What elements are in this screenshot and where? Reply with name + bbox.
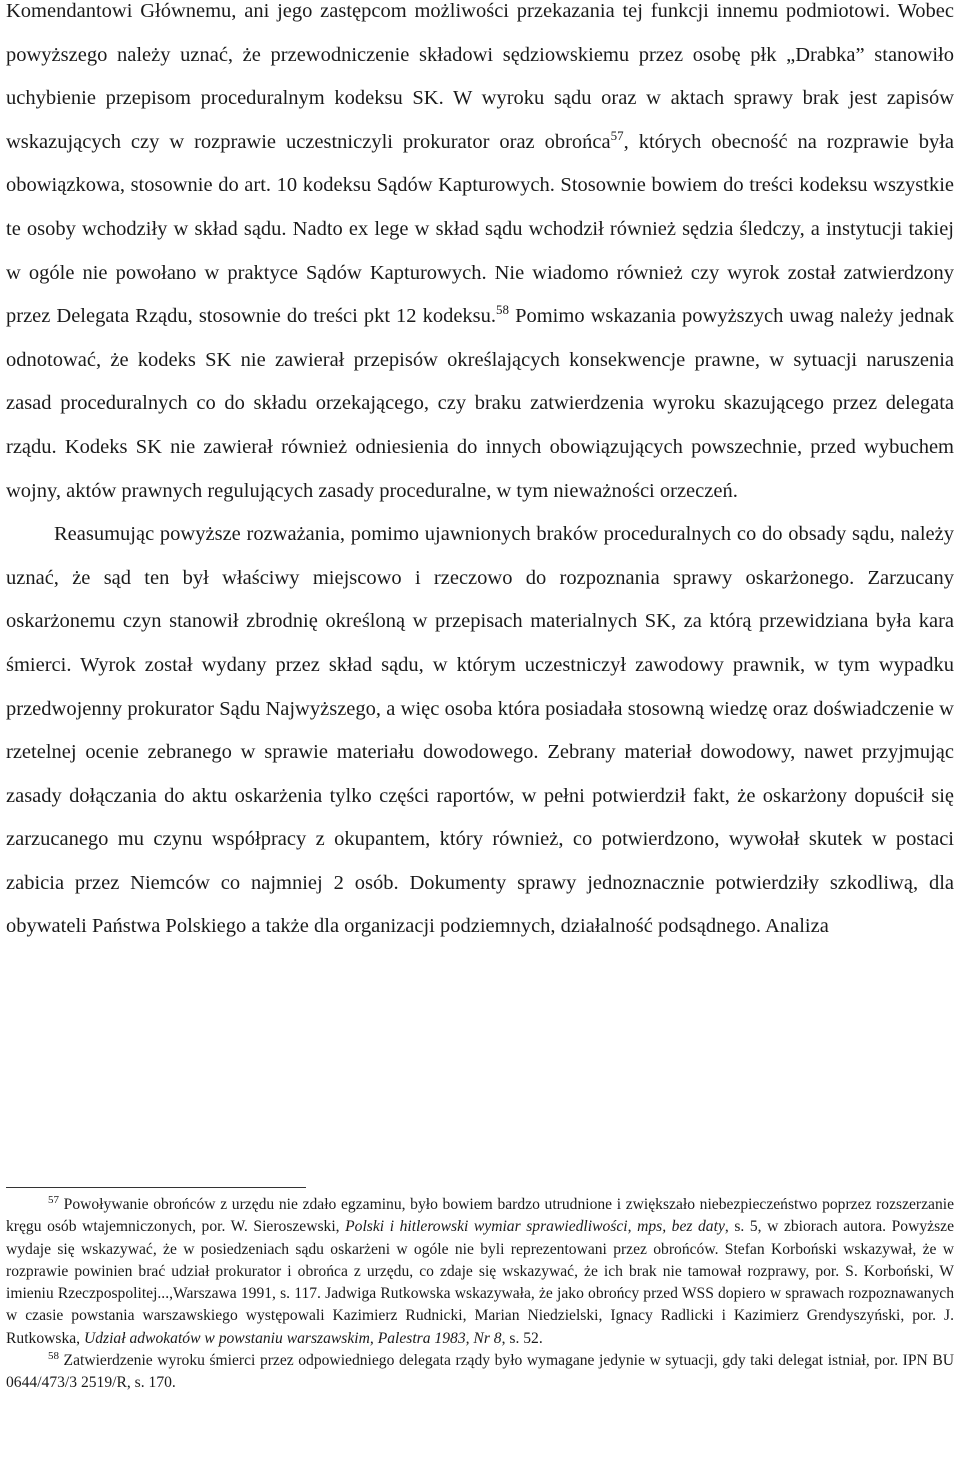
footnote-text: Powoływanie obrońców z urzędu nie zdało egzaminu, było bowiem bardzo utrudnione i zwiększało niebezpieczeństwo poprzez rozszerzanie kręgu osób wtajemniczonych, por. W. Sieroszewski, xyxy=(6,1196,954,1236)
footnote-text: Zatwierdzenie wyroku śmierci przez odpowiedniego delegata rządy było wymagane jedynie w sytuacji, gdy taki delegat istniał, por. IPN BU 0644/473/3 2519/R, s. 170. xyxy=(6,1352,954,1392)
footnote-citation-title: Polski i hitlerowski wymiar sprawiedliwości, mps, bez daty xyxy=(345,1218,725,1236)
footnote-number: 57 xyxy=(48,1193,59,1206)
footnote-text: , s. 52. xyxy=(501,1329,543,1347)
document-page xyxy=(6,0,954,949)
footnote-ref-58[interactable]: 58 xyxy=(496,302,510,318)
body-paragraph-2: Reasumując powyższe rozważania, pomimo ujawnionych braków proceduralnych co do obsady sądu, należy uznać, że sąd ten był właściwy miejscowo i rzeczowo do rozpoznania sprawy oskarżonego. Zarzucany oskarżonemu czyn stanowił zbrodnię określoną w przepisach materialnych SK, za którą przewidziana była kara śmierci. Wyrok został wydany przez skład sądu, w którym uczestniczył zawodowy prawnik, w tym wypadku przedwojenny prokurator Sądu Najwyższego, a więc osoba która posiadała stosowną wiedzę oraz doświadczenie w rzetelnej ocenie zebranego w sprawie materiału dowodowego. Zebrany materiał dowodowy, nawet przyjmując zasady dołączania do aktu oskarżenia tylko części raportów, w pełni potwierdził fakt, że oskarżony dopuścił się zarzucanego mu czynu współpracy z okupantem, który również, co potwierdzono, wywołał skutek w postaci zabicia przez Niemców co najmniej 2 osób. Dokumenty sprawy jednoznacznie potwierdziły szkodliwą, dla obywateli Państwa Polskiego a także dla organizacji podziemnych, działalność podsądnego. Analiza xyxy=(6,523,954,938)
footnote-number: 58 xyxy=(48,1350,59,1363)
footnote-ref-57[interactable]: 57 xyxy=(610,127,624,143)
body-paragraph-1 xyxy=(6,0,954,513)
paragraph-1-text-a: Komendantowi Głównemu, ani jego zastępcom możliwości przekazania tej funkcji innemu podmiotowi. Wobec powyższego należy uznać, że przewodniczenie składowi sędziowskiemu przez osobę płk „Drabka” stanowiło uchybienie przepisom proceduralnym kodeksu SK. W wyroku sądu oraz w aktach sprawy brak jest zapisów wskazujących czy w rozprawie uczestniczyli prokurator oraz obrońca xyxy=(6,0,954,153)
footnote-57 xyxy=(6,1194,954,1350)
paragraph-1-text-c: Pomimo wskazania powyższych uwag należy jednak odnotować, że kodeks SK nie zawierał przepisów określających konsekwencje prawne, w sytuacji naruszenia zasad proceduralnych co do składu orzekającego, czy braku zatwierdzenia wyroku skazującego przez delegata rządu. Kodeks SK nie zawierał również odniesienia do innych obowiązujących powszechnie, przed wybuchem wojny, aktów prawnych regulujących zasady proceduralne, w tym nieważności orzeczeń. xyxy=(6,305,954,502)
footnote-58 xyxy=(6,1350,954,1395)
footnote-separator xyxy=(6,1187,306,1188)
footnote-text: , s. 5, w zbiorach autora. Powyższe wydaje się wskazywać, że w posiedzeniach sądu oskarżeni w ogóle nie byli reprezentowani przez obrońców. Stefan Korboński wskazywał, że w rozprawie powinien brać udział prokurator i obrońca z urzędu, co zdaje się wskazywać, że ich brak nie tamował rozprawy, por. S. Korboński, W imieniu Rzeczpospolitej...,Warszawa 1991, s. 117. Jadwiga Rutkowska wskazywała, że jako obrońcy przed WSS dopiero w sprawach rozpoznawanych w czasie powstania warszawskiego występowali Kazimierz Rudnicki, Marian Niedzielski, Ignacy Radlicki i Kazimierz Grendyszyński, por. J. Rutkowska, xyxy=(6,1218,954,1347)
paragraph-1-text-b: , których obecność na rozprawie była obowiązkowa, stosownie do art. 10 kodeksu Sądów Kapturowych. Stosownie bowiem do treści kodeksu wszystkie te osoby wchodziły w skład sądu. Nadto ex lege w skład sądu wchodził również sędzia śledczy, a instytucji takiej w ogóle nie powołano w praktyce Sądów Kapturowych. Nie wiadomo również czy wyrok został zatwierdzony przez Delegata Rządu, stosownie do treści pkt 12 kodeksu. xyxy=(6,130,954,328)
footnotes-section xyxy=(6,1194,954,1395)
footnote-citation-title: Udział adwokatów w powstaniu warszawskim, Palestra 1983, Nr 8 xyxy=(83,1329,502,1347)
